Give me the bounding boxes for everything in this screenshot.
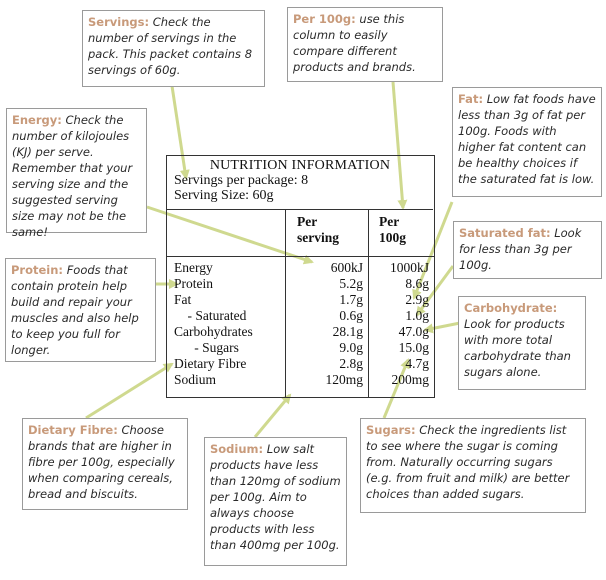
- header-row-divider: [167, 256, 434, 257]
- callout-saturated-fat: Saturated fat: Look for less than 3g per 100g.: [453, 221, 602, 279]
- nutrient-row-energy: Energy 600kJ 1000kJ: [174, 260, 429, 275]
- callout-servings: Servings: Check the number of servings in the pack. This packet contains 8 servings of 60g.: [82, 10, 265, 87]
- arrow-sodium: [255, 395, 290, 437]
- column-header-per-100g: Per 100g: [379, 214, 406, 245]
- panel-header: [167, 156, 433, 210]
- panel-title: NUTRITION INFORMATION: [209, 158, 391, 173]
- column-header-per-serving: Per serving: [297, 214, 339, 245]
- arrow-fibre: [86, 364, 172, 418]
- callout-per-100g: Per 100g: use this column to easily compare different products and brands.: [287, 7, 443, 82]
- nutrient-row-saturated: - Saturated 0.6g 1.0g: [174, 308, 429, 323]
- nutrient-row-protein: Protein 5.2g 8.6g: [174, 276, 429, 291]
- serving-size: Serving Size: 60g: [174, 188, 274, 203]
- callout-carbohydrate: Carbohydrate: Look for products with more total carbohydrate than sugars alone.: [458, 296, 586, 390]
- callout-fat: Fat: Low fat foods have less than 3g of fat per 100g. Foods with higher fat content can be healthy choices if the saturated fat is low.: [452, 87, 602, 197]
- nutrient-row-carbohydrates: Carbohydrates 28.1g 47.0g: [174, 324, 429, 339]
- nutrient-row-sodium: Sodium 120mg 200mg: [174, 372, 429, 387]
- nutrition-panel: [166, 155, 435, 398]
- callout-energy: Energy: Check the number of kilojoules (KJ) per serve. Remember that your serving size and the suggested serving size may not be the same!: [6, 108, 147, 233]
- callout-sugars: Sugars: Check the ingredients list to see where the sugar is coming from. Naturally occurring sugars (e.g. from fruit and milk) are better choices than added sugars.: [360, 418, 586, 513]
- callout-sodium: Sodium: Low salt products have less than 120mg of sodium per 100g. Aim to always choose products with less than 400mg per 100g.: [204, 437, 347, 566]
- nutrient-row-fibre: Dietary Fibre 2.8g 4.7g: [174, 356, 429, 371]
- callout-protein: Protein: Foods that contain protein help build and repair your muscles and also help to keep you full for longer.: [5, 258, 156, 362]
- nutrient-row-fat: Fat 1.7g 2.9g: [174, 292, 429, 307]
- nutrient-row-sugars: - Sugars 9.0g 15.0g: [174, 340, 429, 355]
- servings-per-package: Servings per package: 8: [174, 173, 309, 188]
- callout-dietary-fibre: Dietary Fibre: Choose brands that are higher in fibre per 100g, especially when comparing cereals, bread and biscuits.: [22, 418, 188, 510]
